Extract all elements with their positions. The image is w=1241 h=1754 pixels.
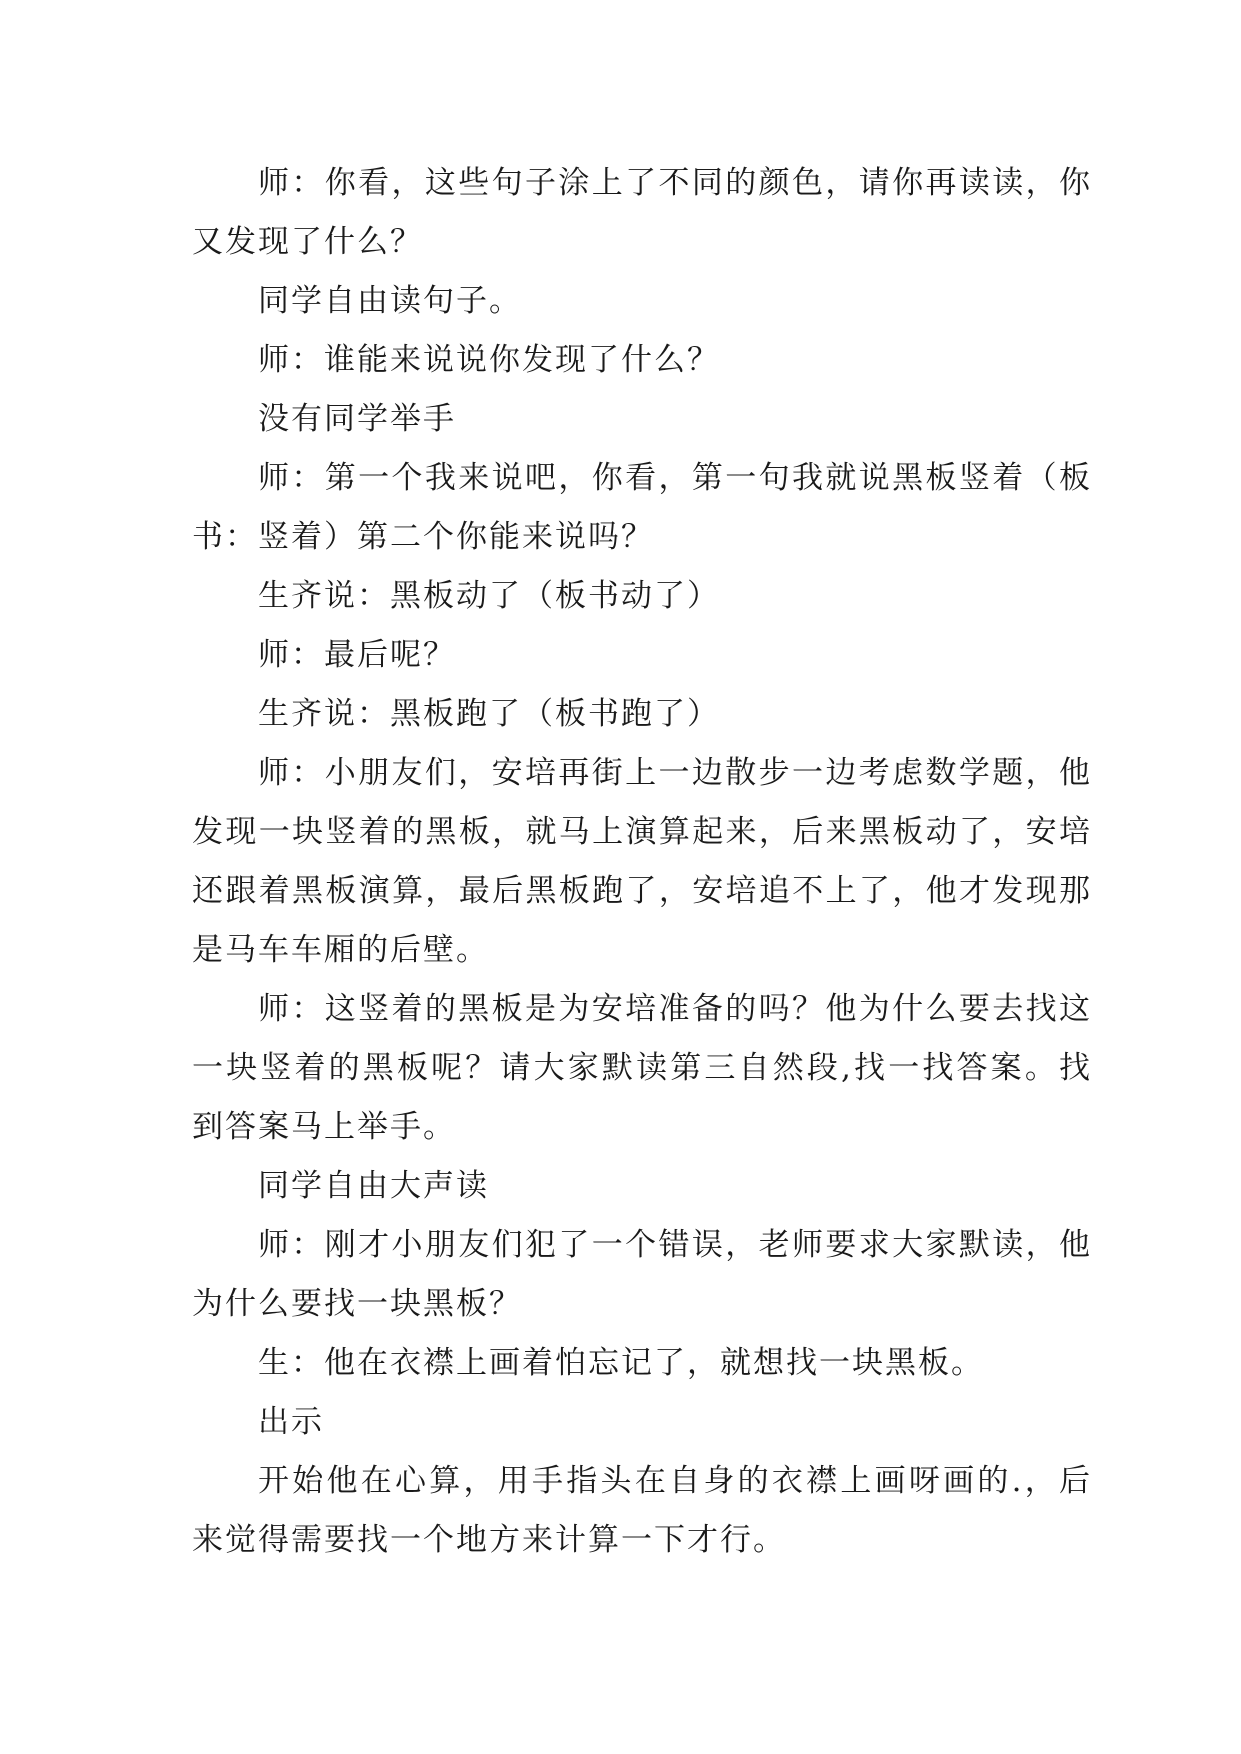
paragraph: 没有同学举手 — [258, 401, 456, 437]
paragraph: 开始他在心算，用手指头在自身的衣襟上画呀画的.，后来觉得需要找一个地方来计算一下才行。 — [192, 1463, 1092, 1558]
paragraph: 出示 — [258, 1404, 324, 1440]
paragraph: 师：最后呢？ — [258, 637, 456, 673]
document-page — [192, 154, 1092, 1570]
paragraph: 同学自由大声读 — [258, 1168, 489, 1204]
paragraph: 生：他在衣襟上画着怕忘记了，就想找一块黑板。 — [258, 1345, 984, 1381]
paragraph: 同学自由读句子。 — [258, 283, 522, 319]
paragraph: 师：你看，这些句子涂上了不同的颜色，请你再读读，你又发现了什么？ — [192, 165, 1092, 260]
paragraph: 师：刚才小朋友们犯了一个错误，老师要求大家默读，他为什么要找一块黑板？ — [192, 1227, 1092, 1322]
paragraph: 生齐说：黑板动了（板书动了） — [258, 578, 720, 614]
paragraph: 师：小朋友们，安培再街上一边散步一边考虑数学题，他发现一块竖着的黑板，就马上演算起来，后来黑板动了，安培还跟着黑板演算，最后黑板跑了，安培追不上了，他才发现那是马车车厢的后壁。 — [192, 755, 1092, 968]
paragraph: 师：第一个我来说吧，你看，第一句我就说黑板竖着（板书：竖着）第二个你能来说吗？ — [192, 460, 1092, 555]
paragraph: 生齐说：黑板跑了（板书跑了） — [258, 696, 720, 732]
paragraph: 师：谁能来说说你发现了什么？ — [258, 342, 720, 378]
paragraph: 师：这竖着的黑板是为安培准备的吗？他为什么要去找这一块竖着的黑板呢？请大家默读第三自然段,找一找答案。找到答案马上举手。 — [192, 991, 1092, 1145]
